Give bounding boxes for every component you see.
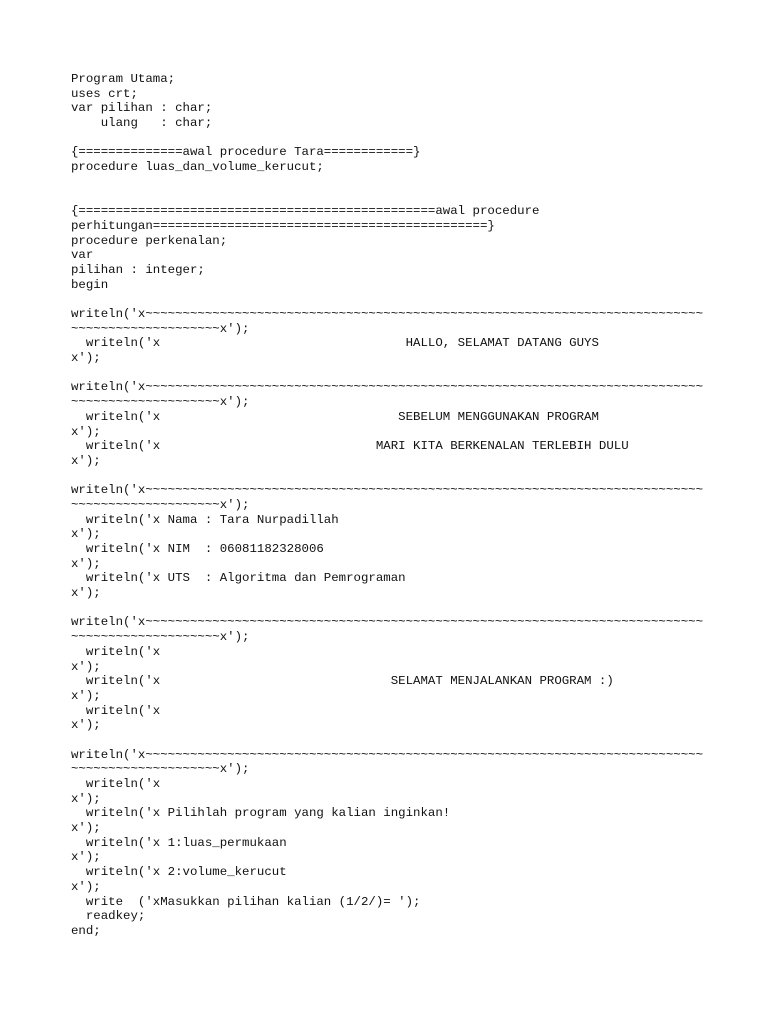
code-line: writeln('x~~~~~~~~~~~~~~~~~~~~~~~~~~~~~~~~~~~~~~~~~~~~~~~~~~~~~~~~~~~~~~~~~~~~~~~~~~~ — [71, 483, 704, 498]
code-line: var pilihan : char; — [71, 101, 213, 116]
code-line: writeln('x SEBELUM MENGGUNAKAN PROGRAM — [71, 409, 599, 424]
code-line: x'); — [71, 556, 101, 571]
code-line: writeln('x~~~~~~~~~~~~~~~~~~~~~~~~~~~~~~~~~~~~~~~~~~~~~~~~~~~~~~~~~~~~~~~~~~~~~~~~~~~ — [71, 747, 704, 762]
code-line: writeln('x NIM : 06081182328006 — [71, 542, 324, 556]
code-line: begin — [71, 277, 109, 292]
code-line — [71, 292, 703, 307]
code-line: {==============awal procedure Tara============} — [71, 145, 421, 160]
code-line: ~~~~~~~~~~~~~~~~~~~~x'); — [71, 630, 250, 645]
code-line: writeln('x — [71, 777, 161, 791]
code-line: pilihan : integer; — [71, 262, 205, 277]
code-line — [71, 190, 703, 205]
code-line: writeln('x — [71, 703, 161, 718]
code-line: ~~~~~~~~~~~~~~~~~~~~x'); — [71, 497, 250, 512]
code-line: ulang : char; — [71, 116, 213, 131]
code-line: writeln('x HALLO, SELAMAT DATANG GUYS — [71, 336, 599, 351]
code-line: writeln('x~~~~~~~~~~~~~~~~~~~~~~~~~~~~~~~~~~~~~~~~~~~~~~~~~~~~~~~~~~~~~~~~~~~~~~~~~~~ — [71, 380, 704, 395]
code-line: x'); — [71, 453, 101, 468]
code-line: ~~~~~~~~~~~~~~~~~~~~x'); — [71, 321, 250, 336]
code-line: writeln('x Pilihlah program yang kalian inginkan! — [71, 806, 451, 821]
code-line: writeln('x~~~~~~~~~~~~~~~~~~~~~~~~~~~~~~~~~~~~~~~~~~~~~~~~~~~~~~~~~~~~~~~~~~~~~~~~~~~ — [71, 615, 704, 630]
code-line: x'); — [71, 424, 101, 439]
code-line: x'); — [71, 527, 101, 542]
code-line — [71, 366, 703, 381]
code-line: x'); — [71, 586, 101, 601]
code-line: write ('xMasukkan pilihan kalian (1/2/)= '); — [71, 894, 421, 909]
code-line: writeln('x Nama : Tara Nurpadillah — [71, 512, 339, 527]
code-line: x'); — [71, 351, 101, 366]
code-line — [71, 175, 703, 190]
code-line — [71, 131, 703, 146]
code-line: x'); — [71, 688, 101, 703]
code-line: writeln('x — [71, 644, 161, 659]
code-line: Program Utama; — [71, 72, 176, 86]
code-line: ~~~~~~~~~~~~~~~~~~~~x'); — [71, 762, 250, 777]
code-line: var — [71, 248, 94, 263]
code-line: end; — [71, 923, 101, 938]
code-line: {================================================awal procedure — [71, 204, 540, 219]
code-line: ~~~~~~~~~~~~~~~~~~~~x'); — [71, 395, 250, 410]
source-code-block — [71, 72, 703, 939]
code-line: writeln('x MARI KITA BERKENALAN TERLEBIH DULU — [71, 439, 629, 454]
code-line — [71, 469, 703, 484]
code-line: x'); — [71, 659, 101, 674]
code-line: x'); — [71, 718, 101, 733]
code-line: writeln('x SELAMAT MENJALANKAN PROGRAM :) — [71, 674, 614, 689]
code-line — [71, 601, 703, 616]
code-line: x'); — [71, 879, 101, 894]
code-line: uses crt; — [71, 86, 138, 101]
code-line: writeln('x 2:volume_kerucut — [71, 865, 287, 880]
code-line: writeln('x 1:luas_permukaan — [71, 835, 287, 850]
code-line: procedure perkenalan; — [71, 233, 228, 248]
code-line: writeln('x~~~~~~~~~~~~~~~~~~~~~~~~~~~~~~~~~~~~~~~~~~~~~~~~~~~~~~~~~~~~~~~~~~~~~~~~~~~ — [71, 307, 704, 321]
code-line: perhitungan=============================================} — [71, 218, 495, 233]
code-line: x'); — [71, 791, 101, 806]
code-line: x'); — [71, 850, 101, 865]
code-line: readkey; — [71, 909, 146, 924]
code-line — [71, 733, 703, 748]
code-line: procedure luas_dan_volume_kerucut; — [71, 160, 324, 175]
code-line: writeln('x UTS : Algoritma dan Pemrograman — [71, 571, 406, 586]
code-line: x'); — [71, 821, 101, 836]
